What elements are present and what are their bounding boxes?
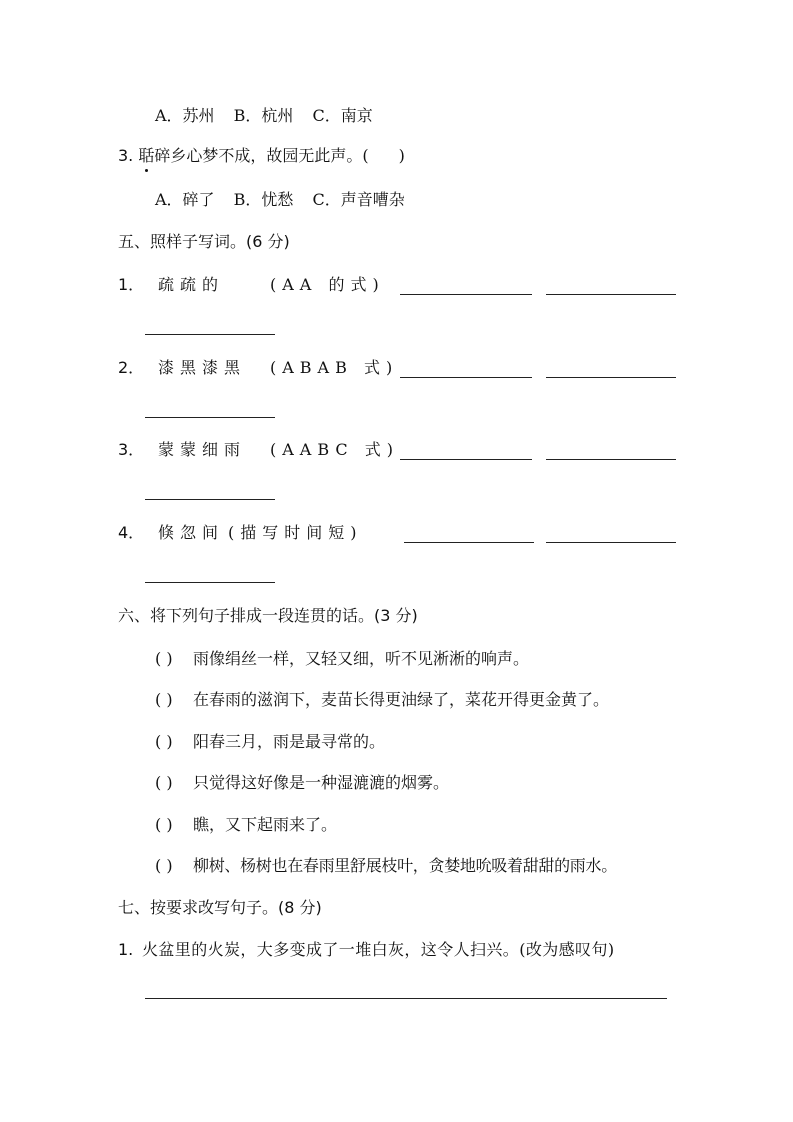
sentence-6: 柳树、杨树也在春雨里舒展枝叶，贪婪地吮吸着甜甜的雨水。	[193, 856, 617, 875]
question-3-close-paren: )	[398, 146, 405, 165]
sentence-1: 雨像绢丝一样，又轻又细，听不见淅淅的响声。	[193, 649, 530, 668]
item-1-word: 疏疏的	[158, 275, 225, 294]
order-blank-6[interactable]: ( )	[155, 856, 173, 875]
q2-option-c: C．南京	[312, 106, 373, 125]
item-3-word: 蒙蒙细雨	[158, 440, 247, 459]
sentence-4: 只觉得这好像是一种湿漉漉的烟雾。	[193, 773, 450, 792]
item-2-number: 2．	[118, 358, 145, 377]
section-7-item-1	[118, 940, 615, 960]
item-2-blank-3[interactable]	[145, 417, 275, 418]
item-3-blank-1[interactable]	[400, 459, 532, 460]
item-4-pattern: (描写时间短)	[228, 523, 363, 542]
sentence-row-1	[155, 649, 529, 669]
item-2-blank-2[interactable]	[546, 377, 676, 378]
item-4-word: 倏忽间	[158, 523, 225, 542]
sentence-2: 在春雨的滋润下，麦苗长得更油绿了，菜花开得更金黄了。	[193, 690, 610, 709]
item-3-blank-2[interactable]	[546, 459, 676, 460]
sentence-row-3	[155, 732, 385, 752]
order-blank-1[interactable]: ( )	[155, 649, 173, 668]
q3-option-b: B．忧愁	[233, 190, 294, 209]
section-5-item-2	[118, 358, 398, 378]
sentence-row-4	[155, 773, 449, 793]
question-3-text: 碎乡心梦不成，故园无此声。(	[154, 146, 369, 165]
q2-options	[155, 106, 387, 126]
item-1-blank-3[interactable]	[145, 334, 275, 335]
item-4-blank-1[interactable]	[404, 542, 534, 543]
item-2-pattern: (ABAB 式)	[270, 358, 399, 377]
section-7-item-1-text: 火盆里的火炭，大多变成了一堆白灰，这令人扫兴。(改为感叹句)	[142, 940, 615, 959]
question-3-number: 3.	[118, 146, 134, 165]
section-7-title: 七、按要求改写句子。(8 分)	[118, 898, 322, 917]
q3-option-c: C．声音嘈杂	[312, 190, 405, 209]
question-3-marked-char: 聒	[138, 146, 155, 165]
q3-option-a: A．碎了	[155, 190, 215, 209]
sentence-3: 阳春三月，雨是最寻常的。	[193, 732, 386, 751]
item-4-blank-3[interactable]	[145, 582, 275, 583]
item-3-pattern: (AABC 式)	[270, 440, 399, 459]
order-blank-4[interactable]: ( )	[155, 773, 173, 792]
section-7-answer-line[interactable]	[145, 998, 667, 999]
item-4-number: 4．	[118, 523, 145, 542]
item-2-word: 漆黑漆黑	[158, 358, 247, 377]
q3-options	[155, 190, 419, 210]
sentence-row-6	[155, 856, 617, 876]
question-3	[118, 146, 405, 166]
q2-option-b: B．杭州	[233, 106, 294, 125]
section-5-item-3	[118, 440, 399, 460]
order-blank-2[interactable]: ( )	[155, 690, 173, 709]
section-7-item-1-number: 1.	[118, 940, 134, 959]
q2-option-a: A．苏州	[155, 106, 215, 125]
item-3-number: 3．	[118, 440, 145, 459]
section-5-title: 五、照样子写词。(6 分)	[118, 232, 290, 251]
item-2-blank-1[interactable]	[400, 377, 532, 378]
section-6-title: 六、将下列句子排成一段连贯的话。(3 分)	[118, 606, 418, 625]
item-1-number: 1．	[118, 275, 145, 294]
item-1-blank-1[interactable]	[400, 294, 532, 295]
item-1-blank-2[interactable]	[546, 294, 676, 295]
item-1-pattern: (AA 的式)	[270, 275, 385, 294]
sentence-row-2	[155, 690, 609, 710]
sentence-row-5	[155, 815, 337, 835]
section-5-item-4	[118, 523, 363, 543]
order-blank-3[interactable]: ( )	[155, 732, 173, 751]
section-5-item-1	[118, 275, 385, 295]
order-blank-5[interactable]: ( )	[155, 815, 173, 834]
sentence-5: 瞧，又下起雨来了。	[193, 815, 338, 834]
item-3-blank-3[interactable]	[145, 499, 275, 500]
item-4-blank-2[interactable]	[546, 542, 676, 543]
